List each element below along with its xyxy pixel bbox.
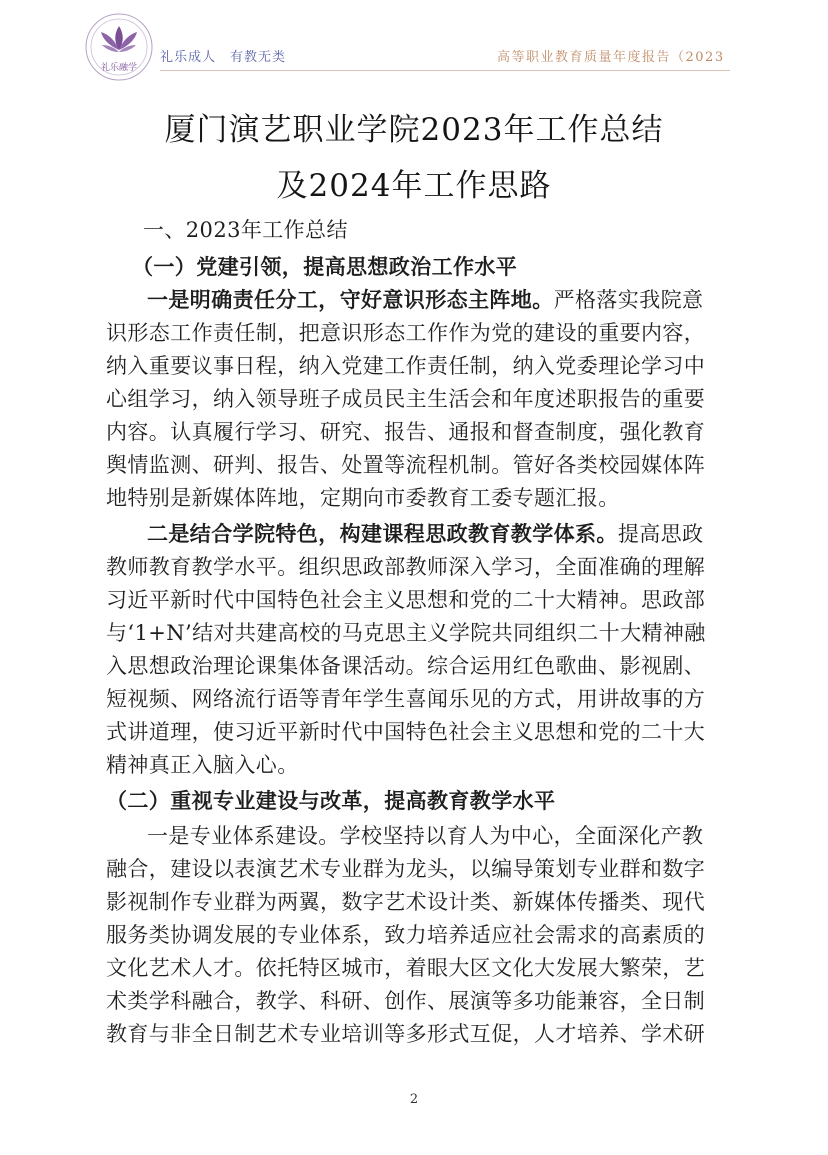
paragraph2-line0-rest: 提高思政 <box>617 522 704 546</box>
logo-text: 礼乐融学 <box>100 63 138 73</box>
paragraph2-line-6: 式讲道理，使习近平新时代中国特色社会主义思想和党的二十大 <box>106 720 706 744</box>
paragraph2-line-4: 入思想政治理论课集体备课活动。综合运用红色歌曲、影视剧、 <box>106 654 706 678</box>
document-title-line2: 及2024年工作思路 <box>276 168 552 204</box>
paragraph2-line-0 <box>147 520 703 548</box>
paragraph1-line-5: 舆情监测、研判、报告、处置等流程机制。管好各类校园媒体阵 <box>106 453 706 477</box>
paragraph2-line-1: 教师教育教学水平。组织思政部教师深入学习，全面准确的理解 <box>106 555 706 579</box>
subsection2-heading: （二）重视专业建设与改革，提高教育教学水平 <box>106 788 556 813</box>
paragraph3-line-5: 术类学科融合，教学、科研、创作、展演等多功能兼容，全日制 <box>106 989 706 1013</box>
paragraph2-line-5: 短视频、网络流行语等青年学生喜闻乐见的方式，用讲故事的方 <box>106 687 706 711</box>
paragraph1-line-6: 地特别是新媒体阵地，定期向市委教育工委专题汇报。 <box>106 486 620 510</box>
paragraph3-line-3: 服务类协调发展的专业体系，致力培养适应社会需求的高素质的 <box>106 923 706 947</box>
report-title: 高等职业教育质量年度报告（2023 <box>497 50 725 65</box>
page-number: 2 <box>409 1092 419 1107</box>
paragraph1-line-3: 心组学习，纳入领导班子成员民主生活会和年度述职报告的重要 <box>106 387 706 411</box>
paragraph2-line-2: 习近平新时代中国特色社会主义思想和党的二十大精神。思政部 <box>106 588 706 612</box>
paragraph1-line-1: 识形态工作责任制，把意识形态工作作为党的建设的重要内容， <box>106 321 706 345</box>
paragraph2-lead: 二是结合学院特色，构建课程思政教育教学体系。 <box>147 521 618 546</box>
paragraph1-line0-rest: 严格落实我院意 <box>553 288 704 312</box>
paragraph3-line-0: 一是专业体系建设。学校坚持以育人为中心，全面深化产教 <box>147 824 704 848</box>
paragraph3-line-4: 文化艺术人才。依托特区城市，着眼大区文化大发展大繁荣，艺 <box>106 956 706 980</box>
paragraph3-line-6: 教育与非全日制艺术专业培训等多形式互促，人才培养、学术研 <box>106 1022 706 1046</box>
paragraph2-line-3: 与‘1+N’结对共建高校的马克思主义学院共同组织二十大精神融 <box>106 621 706 645</box>
page-header <box>0 0 828 96</box>
college-logo <box>84 12 154 82</box>
header-divider <box>160 70 730 71</box>
paragraph1-lead: 一是明确责任分工，守好意识形态主阵地。 <box>147 287 554 312</box>
paragraph1-line-4: 内容。认真履行学习、研究、报告、通报和督查制度，强化教育 <box>106 420 706 444</box>
section1-heading: 一、2023年工作总结 <box>143 218 348 242</box>
paragraph2-line-7: 精神真正入脑入心。 <box>106 753 299 777</box>
document-title-line1: 厦门演艺职业学院2023年工作总结 <box>164 112 664 148</box>
paragraph3-line-1: 融合，建设以表演艺术专业群为龙头，以编导策划专业群和数字 <box>106 857 706 881</box>
college-motto: 礼乐成人 有教无类 <box>160 50 287 65</box>
paragraph1-line-0 <box>147 286 703 314</box>
subsection1-heading: （一）党建引领，提高思想政治工作水平 <box>132 254 518 279</box>
paragraph3-line-2: 影视制作专业群为两翼，数字艺术设计类、新媒体传播类、现代 <box>106 890 706 914</box>
paragraph1-line-2: 纳入重要议事日程，纳入党建工作责任制，纳入党委理论学习中 <box>106 354 706 378</box>
